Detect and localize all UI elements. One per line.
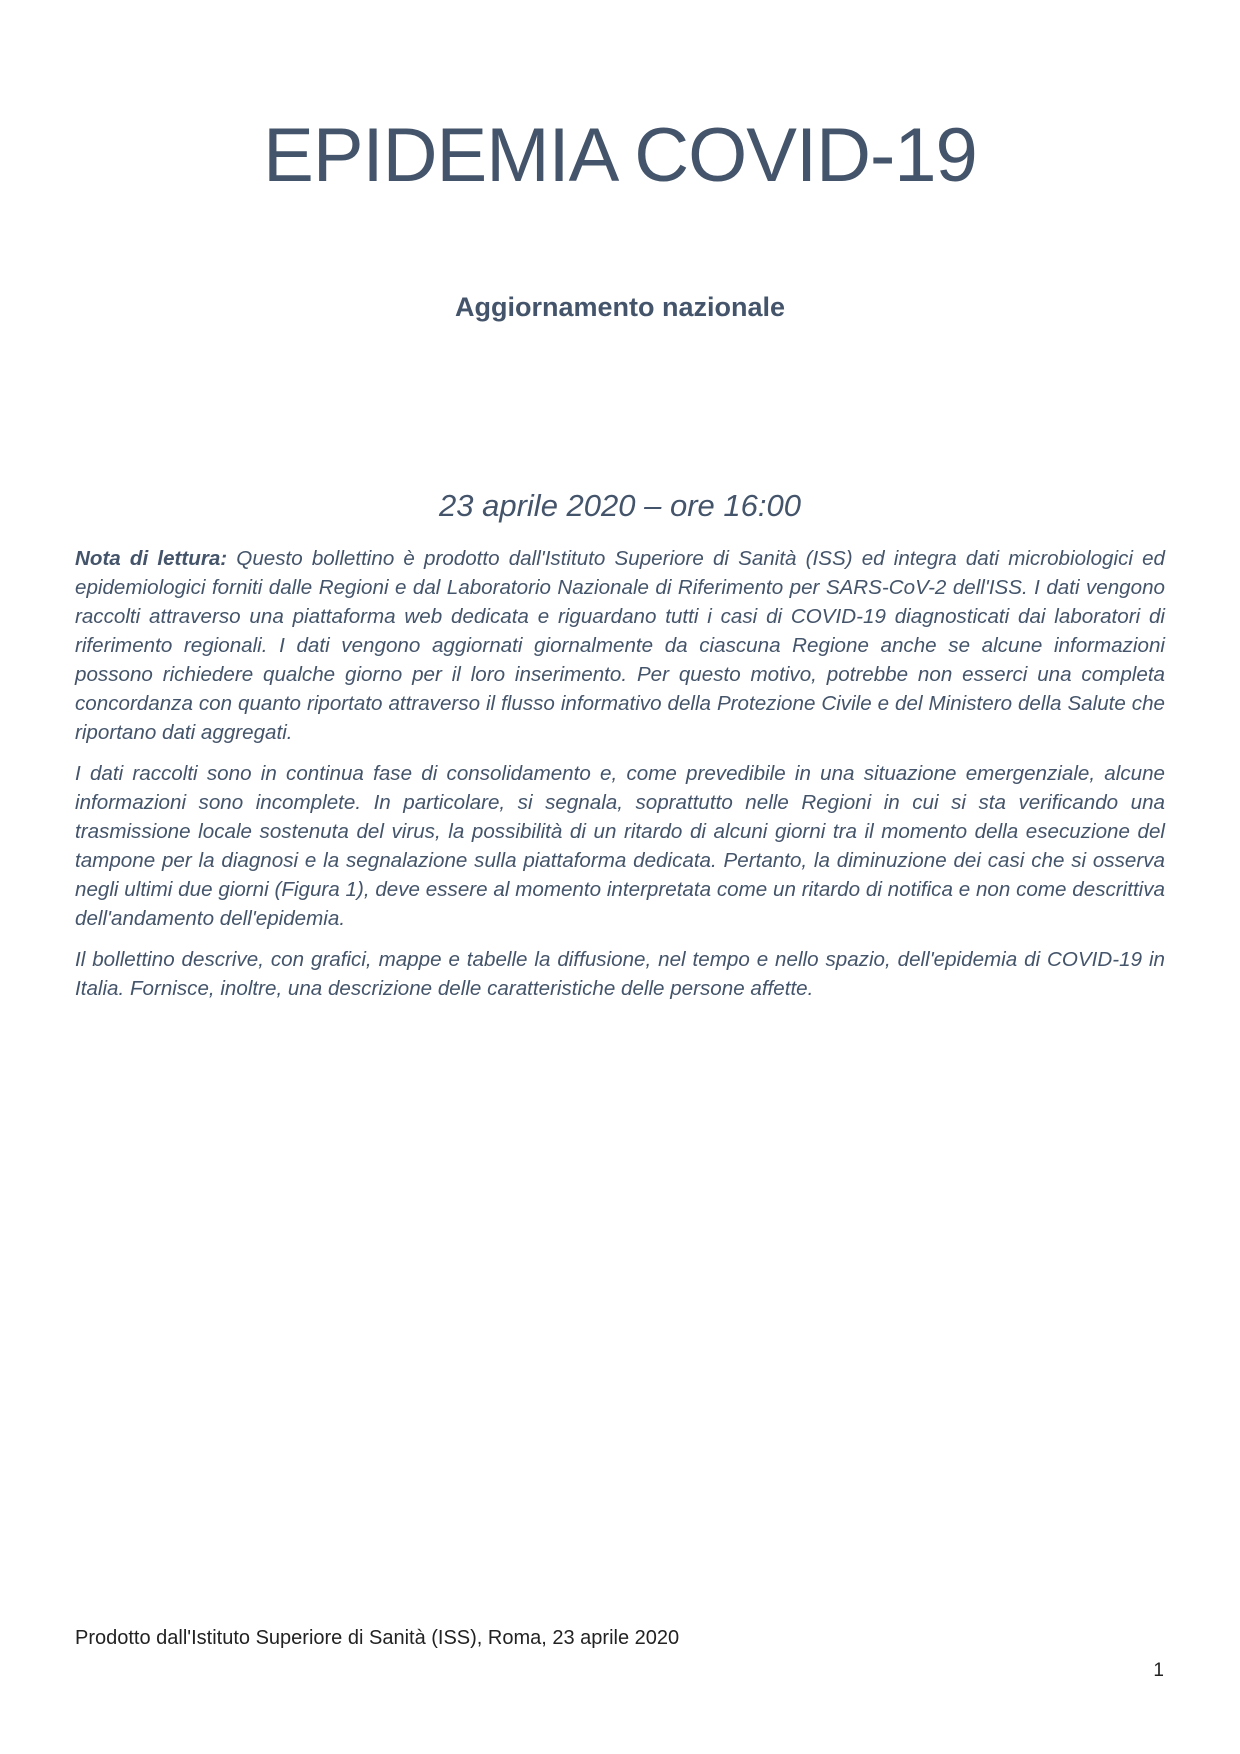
footer-credit: Prodotto dall'Istituto Superiore di Sanità (ISS), Roma, 23 aprile 2020 xyxy=(75,1627,680,1649)
document-subtitle: Aggiornamento nazionale xyxy=(454,292,786,322)
paragraph-3: Il bollettino descrive, con grafici, mappe e tabelle la diffusione, nel tempo e nello spazio, dell'epidemia di COVID-19 in Italia. Fornisce, inoltre, una descrizione delle caratteristiche delle persone affette. xyxy=(75,948,1165,1000)
paragraph-1 xyxy=(75,544,1165,747)
reading-note xyxy=(75,544,1165,1015)
report-date: 23 aprile 2020 – ore 16:00 xyxy=(439,488,801,523)
paragraph-1-text: Questo bollettino è prodotto dall'Istituto Superiore di Sanità (ISS) ed integra dati microbiologici ed epidemiologici forniti dalle Regioni e dal Laboratorio Nazionale di Riferimento per SARS-CoV-2 dell'ISS. I dati vengono raccolti attraverso una piattaforma web dedicata e riguardano tutti i casi di COVID-19 diagnosticati dai laboratori di riferimento regionali. I dati vengono aggiornati giornalmente da ciascuna Regione anche se alcune informazioni possono richiedere qualche giorno per il loro inserimento. Per questo motivo, potrebbe non esserci una completa concordanza con quanto riportato attraverso il flusso informativo della Protezione Civile e del Ministero della Salute che riportano dati aggregati. xyxy=(75,547,1166,744)
paragraph-2: I dati raccolti sono in continua fase di consolidamento e, come prevedibile in una situazione emergenziale, alcune informazioni sono incomplete. In particolare, si segnala, soprattutto nelle Regioni in cui si sta verificando una trasmissione locale sostenuta del virus, la possibilità di un ritardo di alcuni giorni tra il momento della esecuzione del tampone per la diagnosi e la segnalazione sulla piattaforma dedicata. Pertanto, la diminuzione dei casi che si osserva negli ultimi due giorni (Figura 1), deve essere al momento interpretata come un ritardo di notifica e non come descrittiva dell'andamento dell'epidemia. xyxy=(75,762,1165,930)
document-title: EPIDEMIA COVID-19 xyxy=(263,113,977,198)
note-label: Nota di lettura: xyxy=(75,547,228,570)
page-number: 1 xyxy=(1153,1660,1164,1681)
